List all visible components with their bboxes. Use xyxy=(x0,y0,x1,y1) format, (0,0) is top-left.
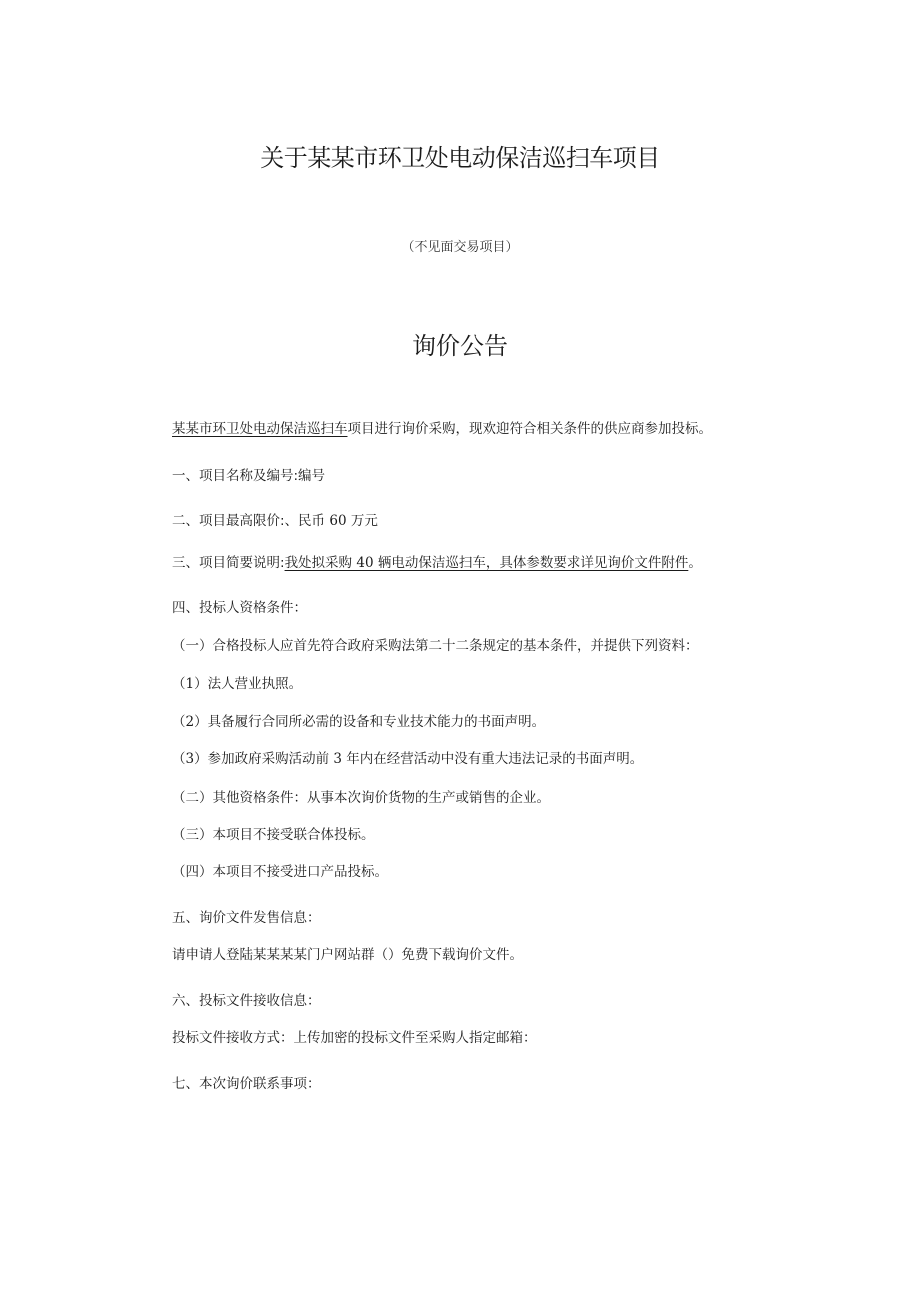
project-name-underlined: 某某市环卫处电动保洁巡扫车 xyxy=(172,421,348,437)
section-3-description: 我处拟采购 40 辆电动保洁巡扫车，具体参数要求详见询价文件附件 xyxy=(284,555,689,571)
section-1-heading: 一、项目名称及编号:编号 xyxy=(172,468,326,484)
section-4-line: （二）其他资格条件：从事本次询价货物的生产或销售的企业。 xyxy=(172,790,550,806)
section-4-heading: 四、投标人资格条件： xyxy=(172,600,307,616)
section-5-body: 请申请人登陆某某某某门户网站群（）免费下载询价文件。 xyxy=(172,947,523,963)
section-3-rest: 。 xyxy=(688,555,702,571)
section-4-line: （1）法人营业执照。 xyxy=(172,676,303,692)
section-4-line: （一）合格投标人应首先符合政府采购法第二十二条规定的基本条件，并提供下列资料： xyxy=(172,638,699,654)
section-3-heading: 三、项目简要说明: xyxy=(172,555,285,571)
notice-title: 询价公告 xyxy=(412,332,508,360)
section-4-line: （3）参加政府采购活动前 3 年内在经营活动中没有重大违法记录的书面声明。 xyxy=(172,751,644,767)
document-subtitle: （不见面交易项目） xyxy=(401,240,519,255)
intro-paragraph xyxy=(172,417,712,437)
section-3 xyxy=(172,551,702,571)
section-6-body: 投标文件接收方式：上传加密的投标文件至采购人指定邮箱： xyxy=(172,1030,537,1046)
section-5-heading: 五、询价文件发售信息： xyxy=(172,910,321,926)
section-2 xyxy=(172,509,378,529)
document-title: 关于某某市环卫处电动保洁巡扫车项目 xyxy=(260,144,660,172)
section-2-heading: 二、项目最高限价: xyxy=(172,513,285,529)
section-2-value: 、民币 60 万元 xyxy=(284,513,378,529)
section-6-heading: 六、投标文件接收信息： xyxy=(172,993,321,1009)
section-4-line: （三）本项目不接受联合体投标。 xyxy=(172,827,375,843)
section-4-line: （2）具备履行合同所必需的设备和专业技术能力的书面声明。 xyxy=(172,714,546,730)
section-7-heading: 七、本次询价联系事项： xyxy=(172,1076,321,1092)
section-4-line: （四）本项目不接受进口产品投标。 xyxy=(172,864,388,880)
intro-rest: 项目进行询价采购，现欢迎符合相关条件的供应商参加投标。 xyxy=(347,421,712,437)
